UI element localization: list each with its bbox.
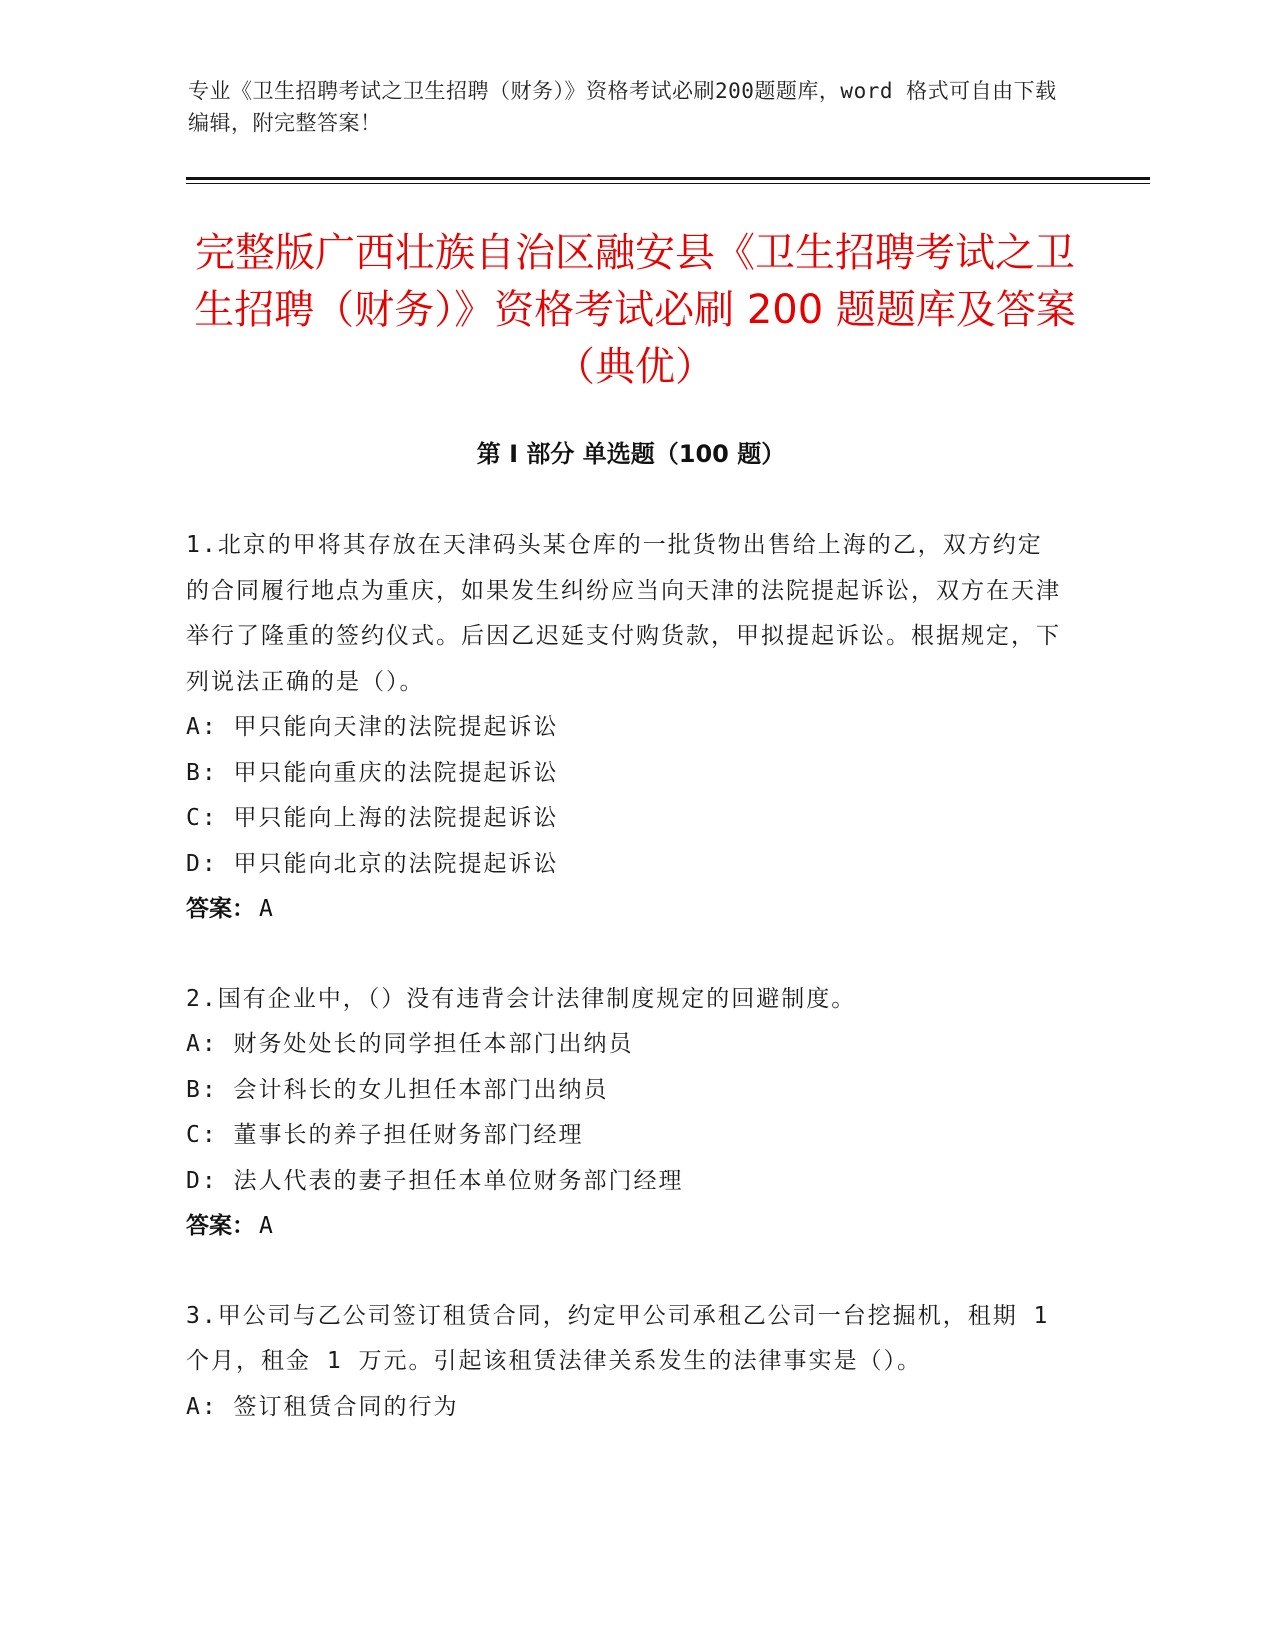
answer-line (186, 1204, 1066, 1250)
option-a: A: 甲只能向天津的法院提起诉讼 (186, 714, 559, 740)
option-c: C: 董事长的养子担任财务部门经理 (186, 1122, 584, 1148)
question-text: 1.北京的甲将其存放在天津码头某仓库的一批货物出售给上海的乙，双方约定的合同履行地点为重庆，如果发生纠纷应当向天津的法院提起诉讼，双方在天津举行了隆重的签约仪式。后因乙迟延支付购货款，甲拟提起诉讼。根据规定，下列说法正确的是（）。 (186, 532, 1061, 695)
option-d: D: 法人代表的妻子担任本单位财务部门经理 (186, 1167, 684, 1194)
answer-value: A (259, 896, 273, 922)
answer-label: 答案： (186, 1213, 255, 1239)
question-list (186, 523, 1066, 1474)
option-c: C: 甲只能向上海的法院提起诉讼 (186, 805, 559, 831)
question-text: 2.国有企业中，（）没有违背会计法律制度规定的回避制度。 (186, 985, 857, 1012)
option-b: B: 甲只能向重庆的法院提起诉讼 (186, 759, 559, 786)
option-a: A: 签订租赁合同的行为 (186, 1393, 459, 1420)
section-title: 第 I 部分 单选题（100 题） (476, 440, 786, 468)
question-2 (186, 977, 1066, 1250)
question-text: 3.甲公司与乙公司签订租赁合同，约定甲公司承租乙公司一台挖掘机，租期 1 个月，租金 1 万元。引起该租赁法律关系发生的法律事实是（）。 (186, 1302, 1050, 1374)
answer-label: 答案： (186, 896, 255, 922)
option-b: B: 会计科长的女儿担任本部门出纳员 (186, 1076, 609, 1103)
answer-line (186, 887, 1066, 933)
document-title: 完整版广西壮族自治区融安县《卫生招聘考试之卫生招聘（财务）》资格考试必刷 200 题题库及答案（典优） (194, 230, 1076, 390)
option-a: A: 财务处处长的同学担任本部门出纳员 (186, 1031, 634, 1057)
question-1 (186, 523, 1066, 933)
header-note: 专业《卫生招聘考试之卫生招聘（财务）》资格考试必刷200题题库，word 格式可自由下载编辑，附完整答案！ (188, 79, 1057, 135)
answer-value: A (259, 1213, 273, 1239)
header-divider-thin (186, 183, 1150, 184)
question-3 (186, 1294, 1066, 1431)
option-d: D: 甲只能向北京的法院提起诉讼 (186, 850, 559, 877)
header-divider-thick (186, 177, 1150, 180)
